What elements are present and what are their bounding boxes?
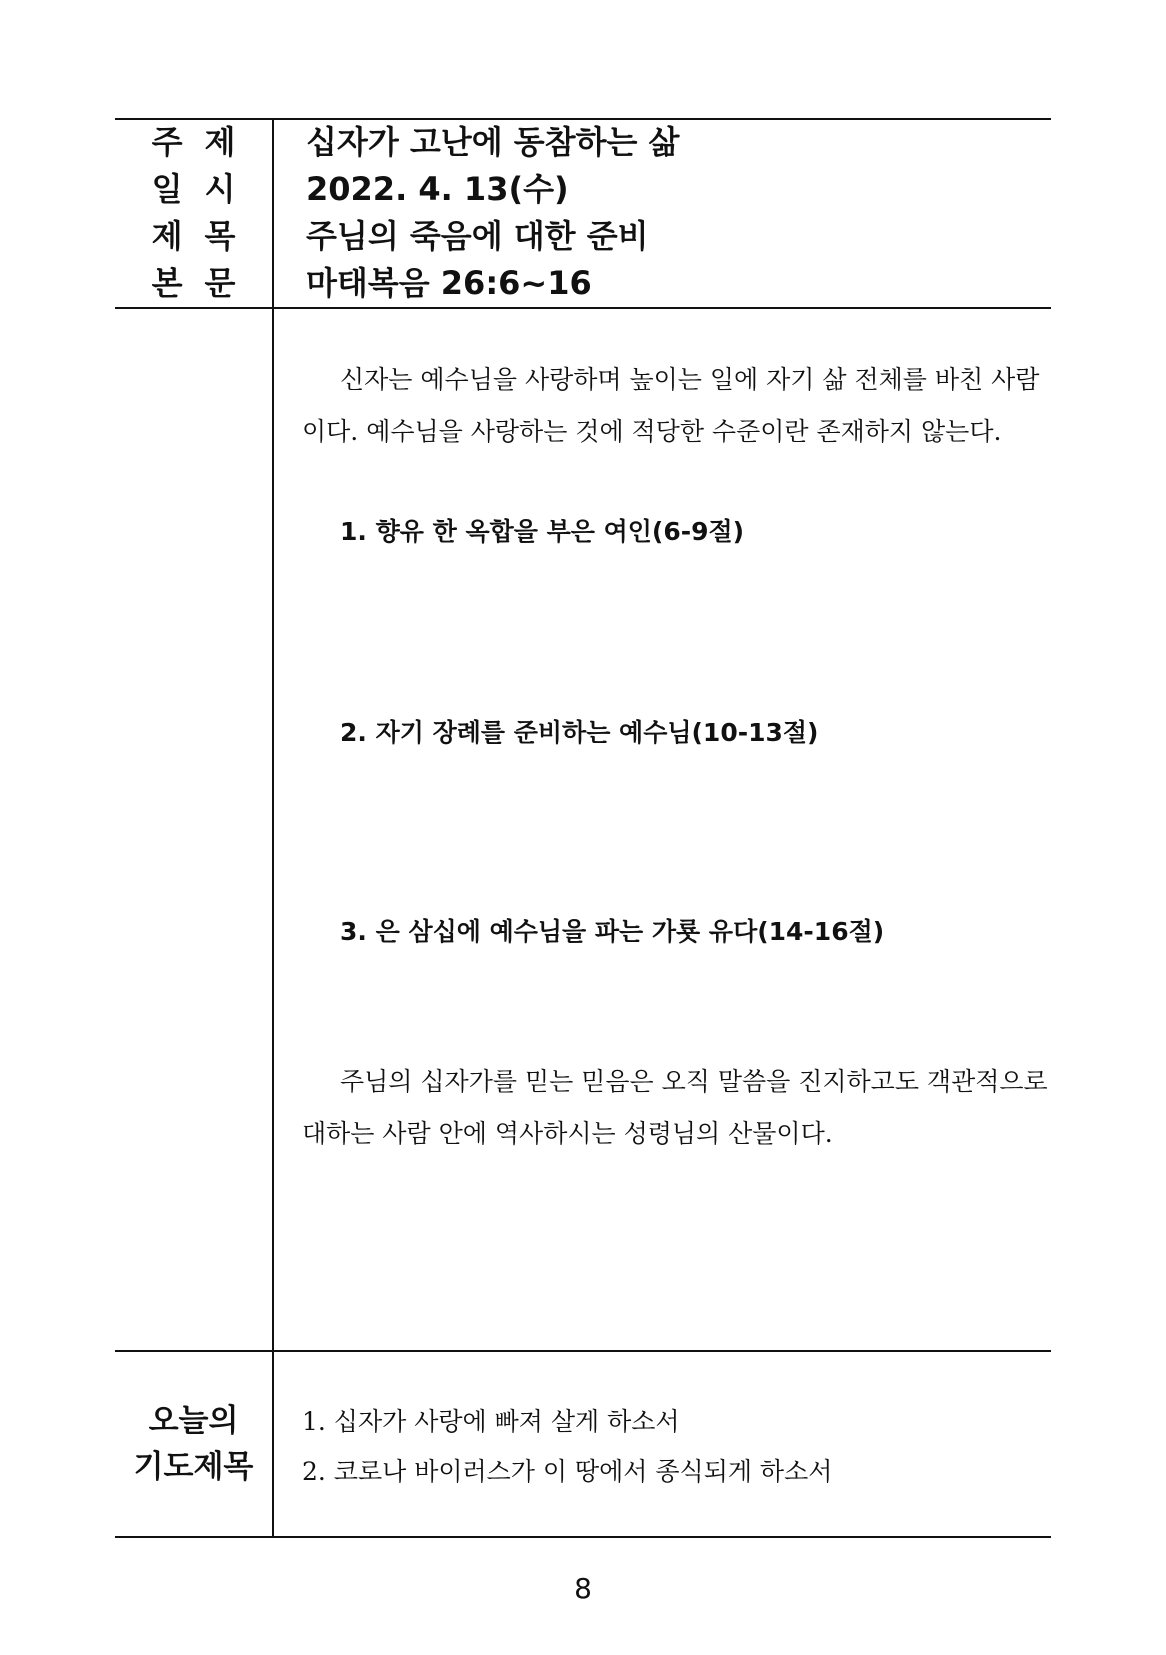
prayer-label-line1: 오늘의 bbox=[148, 1403, 239, 1439]
header-bottom-rule bbox=[115, 307, 1051, 309]
bottom-rule bbox=[115, 1536, 1051, 1538]
date-value: 2022. 4. 13(수) bbox=[306, 170, 569, 208]
point-1: 1. 향유 한 옥합을 부은 여인(6-9절) bbox=[340, 517, 745, 546]
conclusion-paragraph: 주님의 십자가를 믿는 믿음은 오직 말씀을 진지하고도 객관적으로 대하는 사람 안에 역사하시는 성령님의 산물이다. bbox=[302, 1067, 1048, 1148]
date-label: 일시 bbox=[151, 170, 258, 208]
prayer-item-2: 2. 코로나 바이러스가 이 땅에서 종식되게 하소서 bbox=[302, 1457, 833, 1486]
body-bottom-rule bbox=[115, 1350, 1051, 1352]
theme-label: 주제 bbox=[151, 123, 258, 161]
column-divider bbox=[272, 118, 274, 1538]
title-value: 주님의 죽음에 대한 준비 bbox=[306, 217, 649, 255]
prayer-label-line2: 기도제목 bbox=[133, 1449, 254, 1485]
title-label: 제목 bbox=[151, 217, 258, 255]
point-2: 2. 자기 장례를 준비하는 예수님(10-13절) bbox=[340, 718, 819, 747]
page-number: 8 bbox=[574, 1572, 592, 1605]
scripture-value: 마태복음 26:6~16 bbox=[306, 264, 592, 302]
scripture-label: 본문 bbox=[151, 264, 258, 302]
prayer-item-1: 1. 십자가 사랑에 빠져 살게 하소서 bbox=[302, 1407, 680, 1436]
point-3: 3. 은 삼십에 예수님을 파는 가룟 유다(14-16절) bbox=[340, 917, 885, 946]
intro-paragraph: 신자는 예수님을 사랑하며 높이는 일에 자기 삶 전체를 바친 사람이다. 예수님을 사랑하는 것에 적당한 수준이란 존재하지 않는다. bbox=[302, 365, 1040, 446]
theme-value: 십자가 고난에 동참하는 삶 bbox=[306, 123, 680, 161]
